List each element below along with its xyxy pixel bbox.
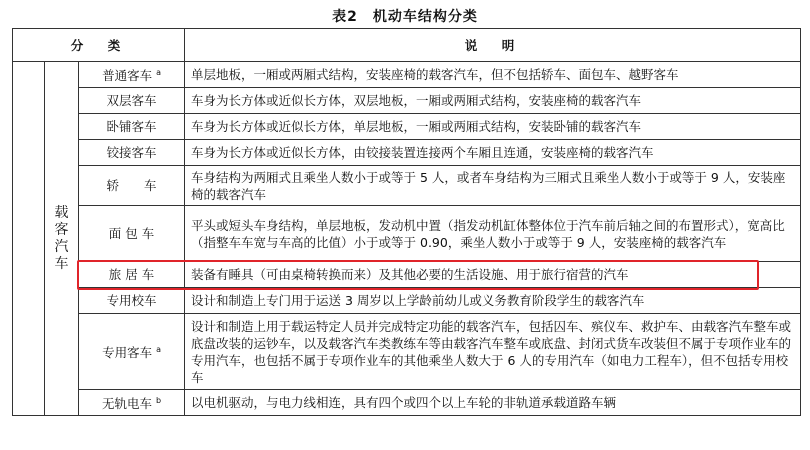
table-row bbox=[13, 62, 801, 88]
vehicle-type-cell bbox=[79, 140, 185, 166]
vehicle-type-cell bbox=[79, 114, 185, 140]
header-description: 说 明 bbox=[185, 29, 801, 62]
table-header-row bbox=[13, 29, 801, 62]
vehicle-desc-cell: 设计和制造上用于载运特定人员并完成特定功能的载客汽车，包括囚车、殡仪车、救护车、由载客汽车整车或底盘改装的运钞车，以及载客汽车类教练车等由载客汽车整车或底盘、封闭式货车改装但不属于专项作业车的专用汽车，也包括不属于专项作业车的其他乘坐人数大于 6 人的专用汽车（如电力工程车），但不包括专用校车 bbox=[185, 314, 801, 390]
group-label-char: 载 bbox=[54, 204, 69, 221]
table-row bbox=[13, 390, 801, 416]
outer-blank-cell bbox=[13, 62, 45, 416]
vehicle-desc-cell: 车身为长方体或近似长方体，由铰接装置连接两个车厢且连通，安装座椅的载客汽车 bbox=[185, 140, 801, 166]
table-title: 表2 机动车结构分类 bbox=[332, 9, 478, 25]
table-row bbox=[13, 114, 801, 140]
vehicle-desc-cell: 车身为长方体或近似长方体，单层地板，一厢或两厢式结构，安装卧铺的载客汽车 bbox=[185, 114, 801, 140]
table-row bbox=[13, 314, 801, 390]
vehicle-desc-cell: 设计和制造上专门用于运送 3 周岁以上学龄前幼儿或义务教育阶段学生的载客汽车 bbox=[185, 288, 801, 314]
vehicle-type-name: 专用校车 bbox=[106, 293, 157, 308]
group-label-char: 客 bbox=[54, 221, 69, 238]
vehicle-desc-cell: 以电机驱动，与电力线相连，具有四个或四个以上车轮的非轨道承载道路车辆 bbox=[185, 390, 801, 416]
table-row bbox=[13, 288, 801, 314]
vehicle-type-cell bbox=[79, 288, 185, 314]
table-row bbox=[13, 140, 801, 166]
vehicle-type-cell bbox=[79, 62, 185, 88]
vehicle-desc-cell: 车身结构为两厢式且乘坐人数小于或等于 5 人，或者车身结构为三厢式且乘坐人数小于或等于 9 人，安装座椅的载客汽车 bbox=[185, 166, 801, 206]
footnote-mark: a bbox=[156, 345, 161, 355]
vehicle-type-name: 铰接客车 bbox=[106, 145, 157, 160]
vehicle-desc-cell: 装备有睡具（可由桌椅转换而来）及其他必要的生活设施、用于旅行宿营的汽车 bbox=[185, 262, 801, 288]
vehicle-type-name: 专用客车 bbox=[102, 345, 153, 361]
vehicle-type-name: 面 包 车 bbox=[108, 226, 155, 241]
vehicle-type-cell bbox=[79, 206, 185, 262]
footnote-mark: a bbox=[156, 68, 161, 78]
table-row-highlighted bbox=[13, 262, 801, 288]
group-label-char: 车 bbox=[54, 255, 69, 272]
vehicle-type-cell bbox=[79, 390, 185, 416]
vehicle-type-name: 卧铺客车 bbox=[106, 119, 157, 134]
vehicle-type-name: 双层客车 bbox=[106, 93, 157, 108]
group-label-char: 汽 bbox=[54, 238, 69, 255]
table-row bbox=[13, 166, 801, 206]
vehicle-desc-cell: 平头或短头车身结构，单层地板，发动机中置（指发动机缸体整体位于汽车前后轴之间的布置形式），宽高比（指整车车宽与车高的比值）小于或等于 0.90，乘坐人数小于或等于 9 人，安装座椅的载客汽车 bbox=[185, 206, 801, 262]
vehicle-type-cell bbox=[79, 166, 185, 206]
vehicle-type-name: 旅 居 车 bbox=[108, 267, 155, 282]
header-category: 分 类 bbox=[13, 29, 185, 62]
vehicle-type-name: 无轨电车 bbox=[101, 396, 152, 412]
table-row bbox=[13, 206, 801, 262]
group-label-cell bbox=[45, 62, 79, 416]
vehicle-type-cell bbox=[79, 88, 185, 114]
vehicle-classification-table bbox=[12, 28, 801, 416]
vehicle-type-cell bbox=[79, 314, 185, 390]
vehicle-type-name: 轿 车 bbox=[106, 178, 157, 193]
table-row bbox=[13, 88, 801, 114]
vehicle-desc-cell: 车身为长方体或近似长方体，双层地板，一厢或两厢式结构，安装座椅的载客汽车 bbox=[185, 88, 801, 114]
vehicle-type-name: 普通客车 bbox=[102, 68, 153, 84]
vehicle-desc-cell: 单层地板，一厢或两厢式结构，安装座椅的载客汽车，但不包括轿车、面包车、越野客车 bbox=[185, 62, 801, 88]
vehicle-type-cell bbox=[79, 262, 185, 288]
footnote-mark: b bbox=[155, 396, 162, 406]
